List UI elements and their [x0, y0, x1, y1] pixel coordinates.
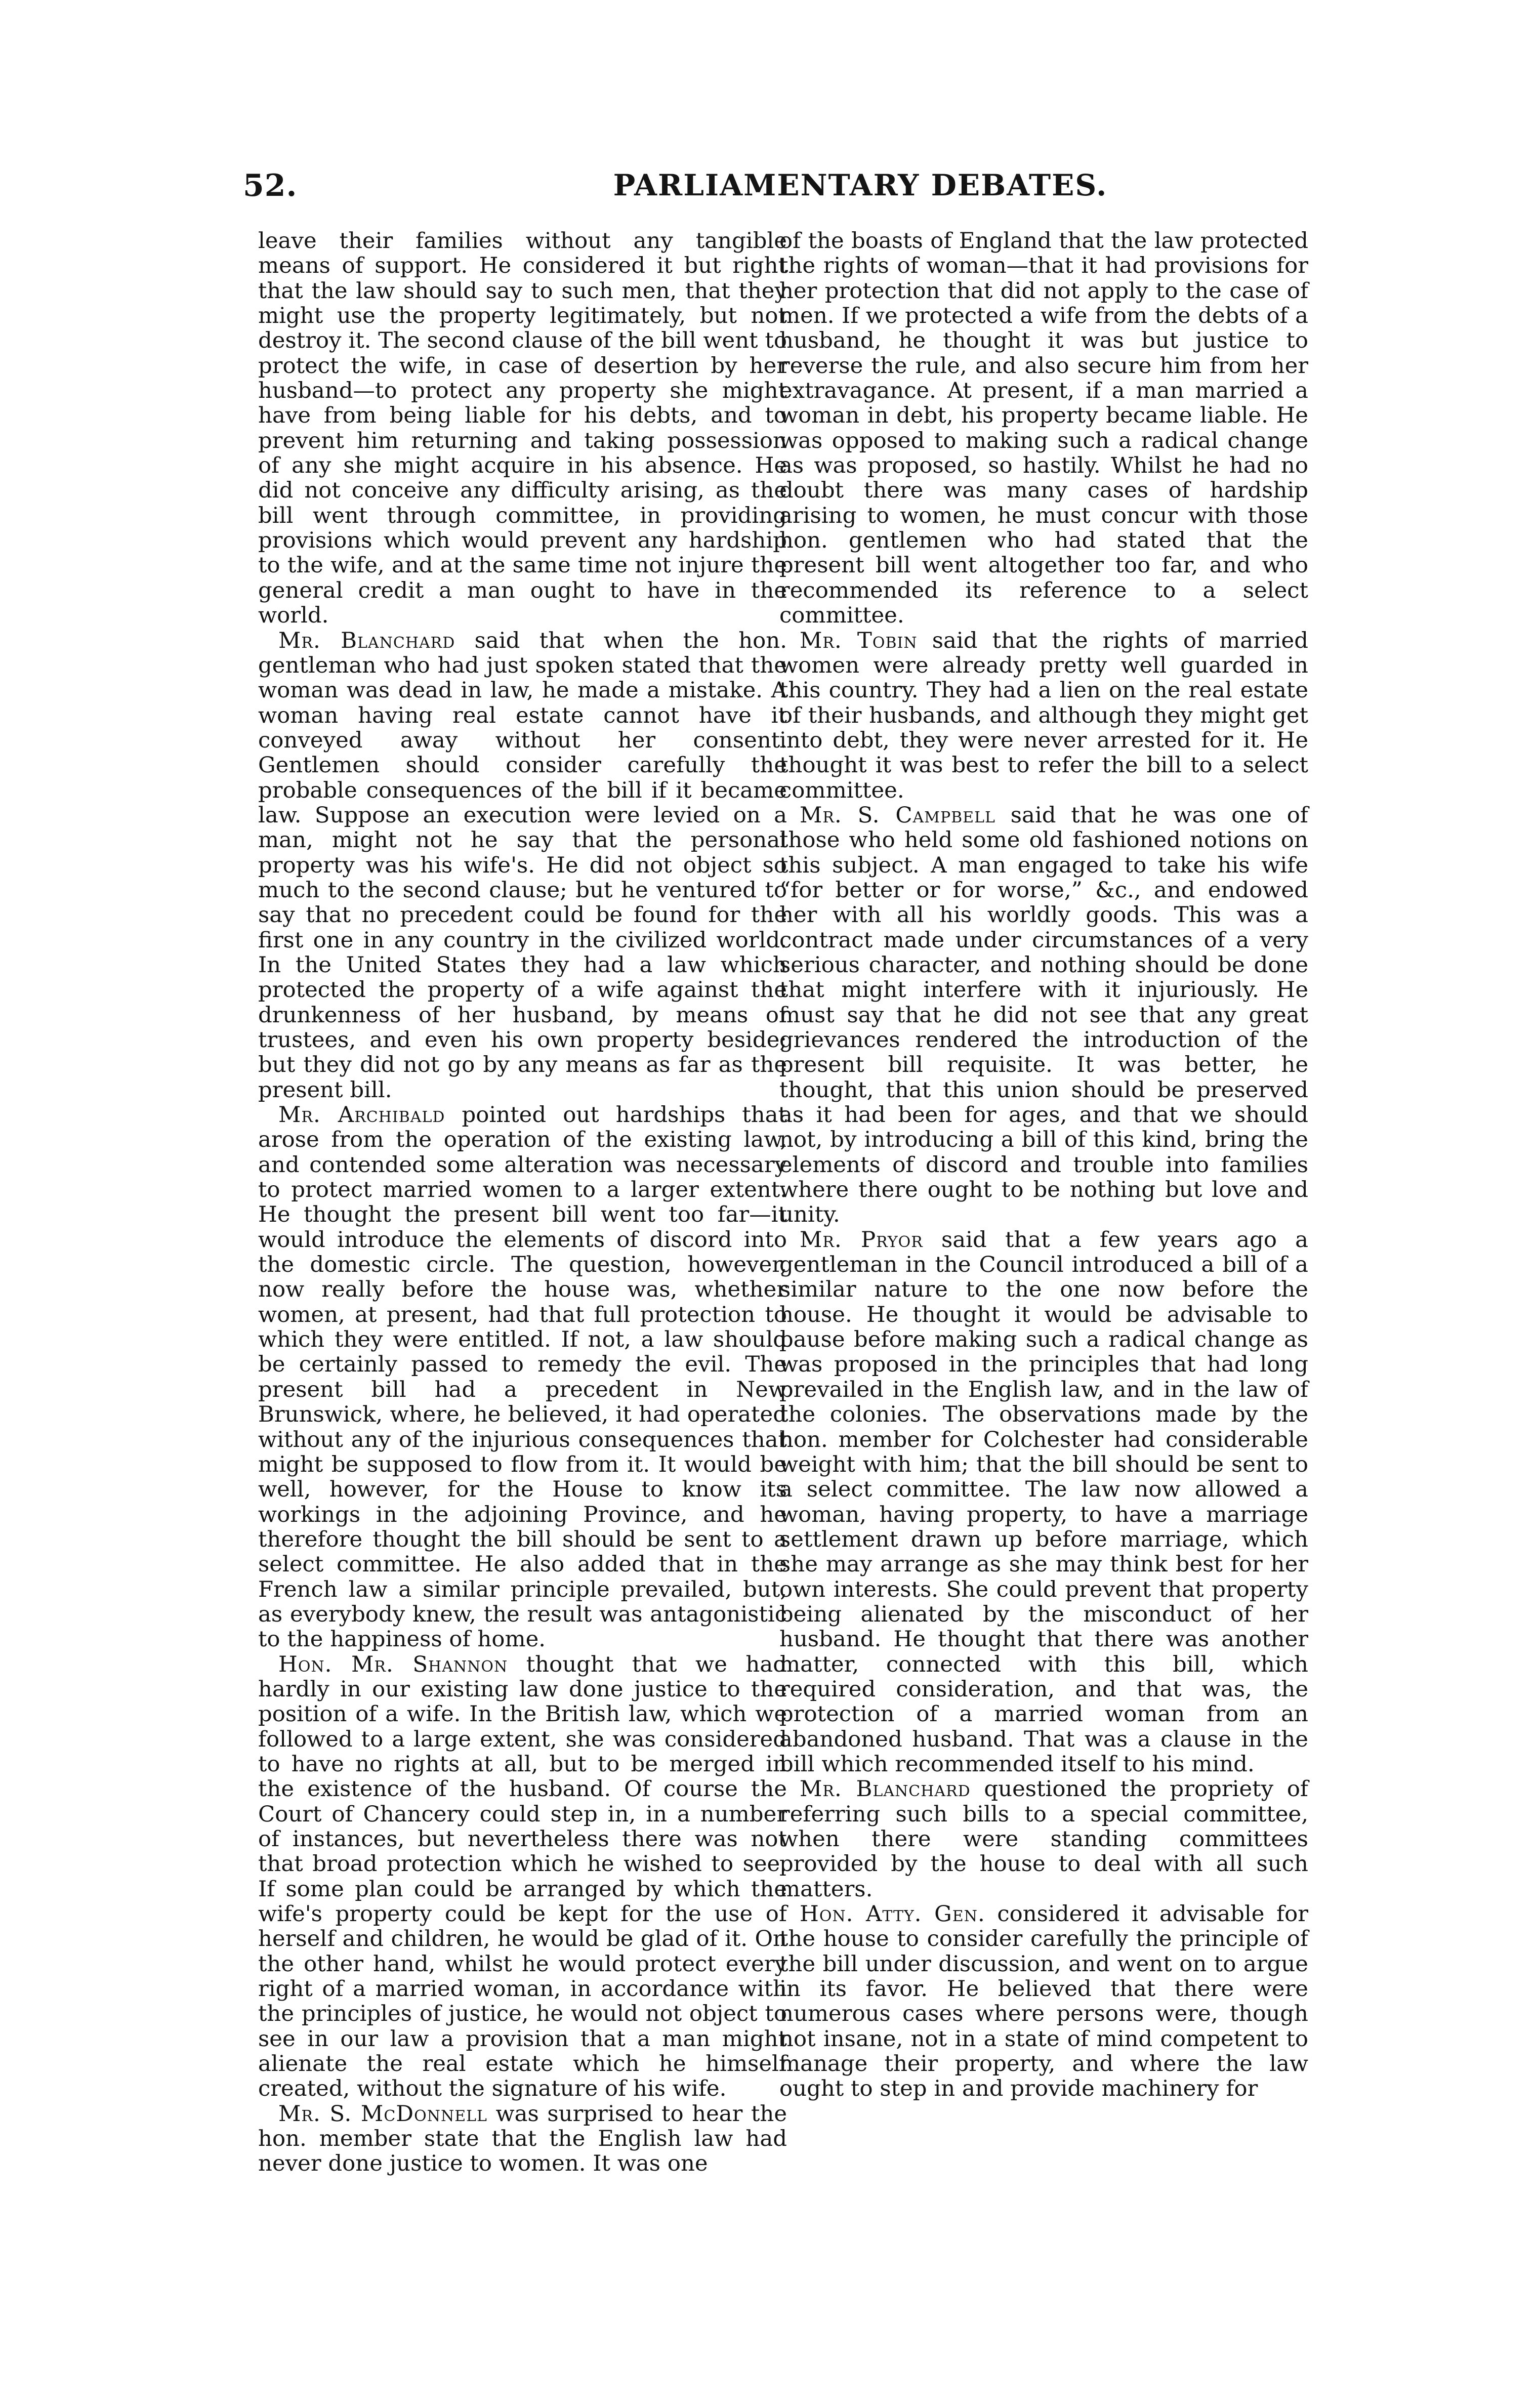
speaker-name: Mr. Blanchard	[800, 1776, 971, 1802]
paragraph-text: said that a few years ago a gentleman in the Council introduced a bill of a similar nature to the one now before the house. He thought it would be advisable to pause before making such a radical change as was proposed in the principles that had long prevailed in the English law, and in the law of the colonies. The observations made by the hon. member for Colchester had considerable weight with him; that the bill should be sent to a select committee. The law now allowed a woman, having property, to have a marriage settlement drawn up before marriage, which she may arrange as she may think best for her own interests. She could prevent that property being alienated by the misconduct of her husband. He thought that there was another matter, connected with this bill, which required consideration, and that was, the protection of a married woman from an abandoned husband. That was a clause in the bill which recommended itself to his mind.	[779, 1227, 1309, 1777]
paragraph	[258, 1103, 787, 1652]
paragraph-text: of the boasts of England that the law protected the rights of woman—that it had provisions for her protection that did not apply to the case of men. If we protected a wife from the debts of a husband, he thought it was but justice to reverse the rule, and also secure him from her extravagance. At present, if a man married a woman in debt, his property became liable. He was opposed to making such a radical change as was proposed, so hastily. Whilst he had no doubt there was many cases of hardship arising to women, he must concur with those hon. gentlemen who had stated that the present bill went altogether too far, and who recommended its reference to a select committee.	[779, 228, 1308, 629]
speaker-name: Mr. S. Campbell	[800, 802, 995, 828]
right-column	[779, 229, 1308, 2152]
paragraph	[779, 803, 1308, 1228]
paragraph-text: leave their families without any tangible means of support. He considered it but right that the law should say to such men, that they might use the property legitimately, but not destroy it. The second clause of the bill went to protect the wife, in case of desertion by her husband—to protect any property she might have from being liable for his debts, and to prevent him returning and taking possession of any she might acquire in his absence. He did not conceive any difficulty arising, as the bill went through committee, in providing provisions which would prevent any hardship to the wife, and at the same time not injure the general credit a man ought to have in the world.	[258, 228, 787, 629]
paragraph	[779, 1228, 1308, 1777]
page-header	[243, 168, 1377, 209]
paragraph	[258, 2102, 787, 2177]
speaker-name: Mr. Blanchard	[278, 628, 455, 653]
speaker-name: Mr. Tobin	[800, 628, 918, 653]
paragraph-text: thought that we had hardly in our existing law done justice to the position of a wife. In the British law, which we followed to a large extent, she was considered to have no rights at all, but to be merged in the existence of the husband. Of course the Court of Chancery could step in, in a number of instances, but nevertheless there was not that broad protection which he wished to see. If some plan could be arranged by which the wife's property could be kept for the use of herself and children, he would be glad of it. On the other hand, whilst he would protect every right of a married woman, in accordance with the principles of justice, he would not object to see in our law a provision that a man might alienate the real estate which he himself created, without the signature of his wife.	[258, 1651, 787, 2102]
speaker-name: Hon. Atty. Gen.	[800, 1901, 985, 1927]
paragraph-text: pointed out hardships that arose from the operation of the existing law, and contended some alteration was necessary to protect married women to a larger extent. He thought the present bill went too far—it would introduce the elements of discord into the domestic circle. The question, however, now really before the house was, whether women, at present, had that full protection to which they were entitled. If not, a law should be certainly passed to remedy the evil. The present bill had a precedent in New Brunswick, where, he believed, it had operated without any of the injurious consequences that might be supposed to flow from it. It would be well, however, for the House to know its workings in the adjoining Province, and he therefore thought the bill should be sent to a select committee. He also added that in the French law a similar principle prevailed, but, as everybody knew, the result was antagonistic to the happiness of home.	[258, 1102, 787, 1652]
paragraph-text: said that the rights of married women were already pretty well guarded in this country. They had a lien on the real estate of their husbands, and although they might get into debt, they were never arrested for it. He thought it was best to refer the bill to a select committee.	[779, 628, 1308, 803]
paragraph	[779, 629, 1308, 803]
paragraph-text: was surprised to hear the hon. member state that the English law had never done justice to women. It was one	[258, 2101, 787, 2177]
paragraph	[258, 1652, 787, 2102]
paragraph-text: considered it advisable for the house to consider carefully the principle of the bill under discussion, and went on to argue in its favor. He believed that there were numerous cases where persons were, though not insane, not in a state of mind competent to manage their property, and where the law ought to step in and provide machinery for	[779, 1901, 1308, 2102]
paragraph	[779, 229, 1308, 629]
speaker-name: Mr. Archibald	[278, 1102, 445, 1128]
paragraph	[779, 1902, 1308, 2102]
left-column	[258, 228, 787, 2177]
speaker-name: Mr. Pryor	[800, 1227, 923, 1253]
paragraph	[258, 629, 787, 1103]
speaker-name: Mr. S. McDonnell	[278, 2101, 487, 2127]
paragraph	[258, 229, 787, 629]
paragraph-text: said that he was one of those who held some old fashioned notions on this subject. A man engaged to take his wife “for better or for worse,” &c., and endowed her with all his worldly goods. This was a contract made under circumstances of a very serious character, and nothing should be done that might interfere with it injuriously. He must say that he did not see that any great grievances rendered the introduction of the present bill requisite. It was better, he thought, that this union should be preserved as it had been for ages, and that we should not, by introducing a bill of this kind, bring the elements of discord and trouble into families where there ought to be nothing but love and unity.	[779, 802, 1308, 1228]
paragraph-text: said that when the hon. gentleman who had just spoken stated that the woman was dead in law, he made a mistake. A woman having real estate cannot have it conveyed away without her consent. Gentlemen should consider carefully the probable consequences of the bill if it became law. Suppose an execution were levied on a man, might not he say that the personal property was his wife's. He did not object so much to the second clause; but he ventured to say that no precedent could be found for the first one in any country in the civilized world. In the United States they had a law which protected the property of a wife against the drunkenness of her husband, by means of trustees, and even his own property beside; but they did not go by any means as far as the present bill.	[258, 628, 787, 1103]
page-number: 52.	[243, 168, 298, 203]
paragraph	[779, 1777, 1308, 1902]
paragraph-text: questioned the propriety of referring such bills to a special committee, when there were standing committees provided by the house to deal with all such matters.	[779, 1776, 1308, 1902]
speaker-name: Hon. Mr. Shannon	[278, 1651, 508, 1677]
running-title: PARLIAMENTARY DEBATES.	[613, 168, 1108, 202]
